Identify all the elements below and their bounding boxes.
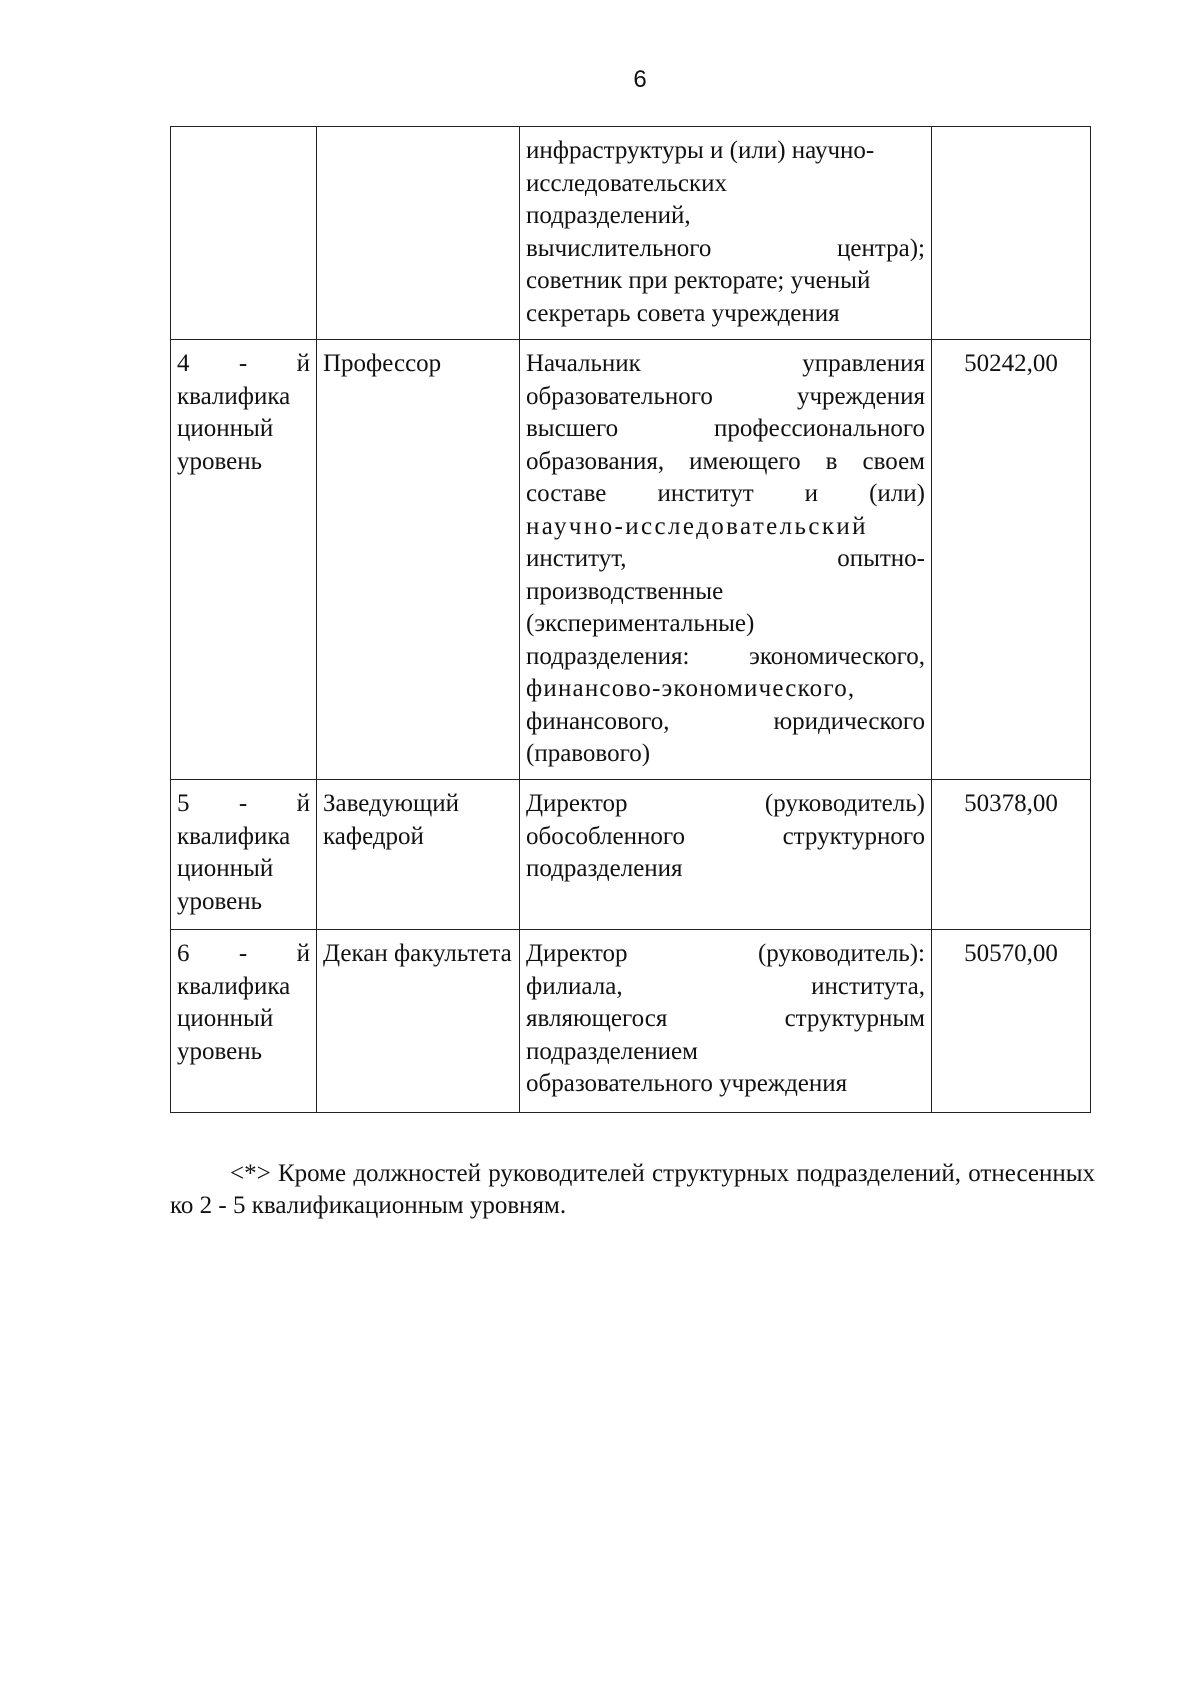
- text-line: составе институт и (или): [526, 480, 925, 507]
- text-line: ционный: [177, 415, 274, 442]
- text-line: Директор (руководитель):: [526, 940, 925, 967]
- text-line: квалифика: [177, 822, 291, 850]
- text-line: квалифика: [177, 382, 291, 410]
- text-line: подразделений,: [526, 202, 691, 229]
- position-cell: [317, 780, 520, 930]
- text-line: образования, имеющего в своем: [526, 447, 925, 475]
- other-positions-cell: [520, 340, 932, 780]
- text-line: обособленного структурного: [526, 822, 925, 850]
- text-line: советник при ректорате; ученый: [526, 267, 871, 294]
- text-line: уровень: [177, 447, 263, 475]
- text-line: институт, опытно-: [526, 545, 925, 572]
- footnote: <*> Кроме должностей руководителей структурных подразделений, отнесенных ко 2 - 5 квалификационным уровням.: [170, 1160, 1095, 1219]
- text-line: (экспериментальные): [526, 610, 755, 637]
- salary-value: 50378,00: [964, 790, 1058, 817]
- salary-value: 50570,00: [964, 940, 1058, 967]
- table-row: [171, 780, 1091, 930]
- level-number: 6 - й: [177, 940, 310, 967]
- salary-cell: [932, 780, 1091, 930]
- level-cell: [171, 780, 317, 930]
- text-line: секретарь совета учреждения: [526, 299, 840, 327]
- level-number: 5 - й: [177, 790, 310, 817]
- text-line: подразделения: экономического,: [526, 642, 925, 670]
- position-cell: [317, 930, 520, 1113]
- text-line: Директор (руководитель): [526, 790, 925, 817]
- text-line: финансового, юридического: [526, 707, 925, 735]
- text-line: подразделения: [526, 855, 683, 882]
- text-line: инфраструктуры и (или) научно-: [526, 137, 875, 164]
- text-line: образовательного учреждения: [526, 382, 925, 410]
- level-cell: [171, 930, 317, 1113]
- other-positions-cell: [520, 127, 932, 340]
- table-row: [171, 127, 1091, 340]
- text-line: ционный: [177, 855, 274, 882]
- table-row: [171, 340, 1091, 780]
- text-line: образовательного учреждения: [526, 1070, 848, 1097]
- text-line: Начальник управления: [526, 350, 925, 377]
- text-line: производственные: [526, 577, 724, 605]
- level-cell: [171, 127, 317, 340]
- text-line: уровень: [177, 1037, 263, 1065]
- level-number: 4 - й: [177, 350, 310, 377]
- salary-value: 50242,00: [964, 350, 1058, 377]
- text-line: являющегося структурным: [526, 1005, 925, 1032]
- table-row: [171, 930, 1091, 1113]
- position-title: Декан факультета: [323, 940, 512, 967]
- text-line: подразделением: [526, 1037, 698, 1065]
- position-cell: [317, 127, 520, 340]
- qualification-table: [170, 126, 1091, 1113]
- text-line: научно-исследовательский: [526, 512, 868, 540]
- text-line: высшего профессионального: [526, 415, 925, 442]
- text-line: вычислительного центра);: [526, 234, 925, 262]
- text-line: финансово-экономического,: [526, 675, 856, 702]
- other-positions-cell: [520, 780, 932, 930]
- salary-cell: [932, 127, 1091, 340]
- text-line: квалифика: [177, 972, 291, 1000]
- text-line: (правового): [526, 740, 651, 767]
- position-title: Профессор: [323, 350, 442, 377]
- level-cell: [171, 340, 317, 780]
- other-positions-cell: [520, 930, 932, 1113]
- salary-cell: [932, 930, 1091, 1113]
- salary-cell: [932, 340, 1091, 780]
- page-number: 6: [633, 66, 647, 93]
- text-line: филиала, института,: [526, 972, 925, 1000]
- text-line: уровень: [177, 887, 263, 915]
- position-cell: [317, 340, 520, 780]
- text-line: ционный: [177, 1005, 274, 1032]
- text-line: исследовательских: [526, 169, 727, 197]
- position-title: Заведующий кафедрой: [323, 790, 459, 850]
